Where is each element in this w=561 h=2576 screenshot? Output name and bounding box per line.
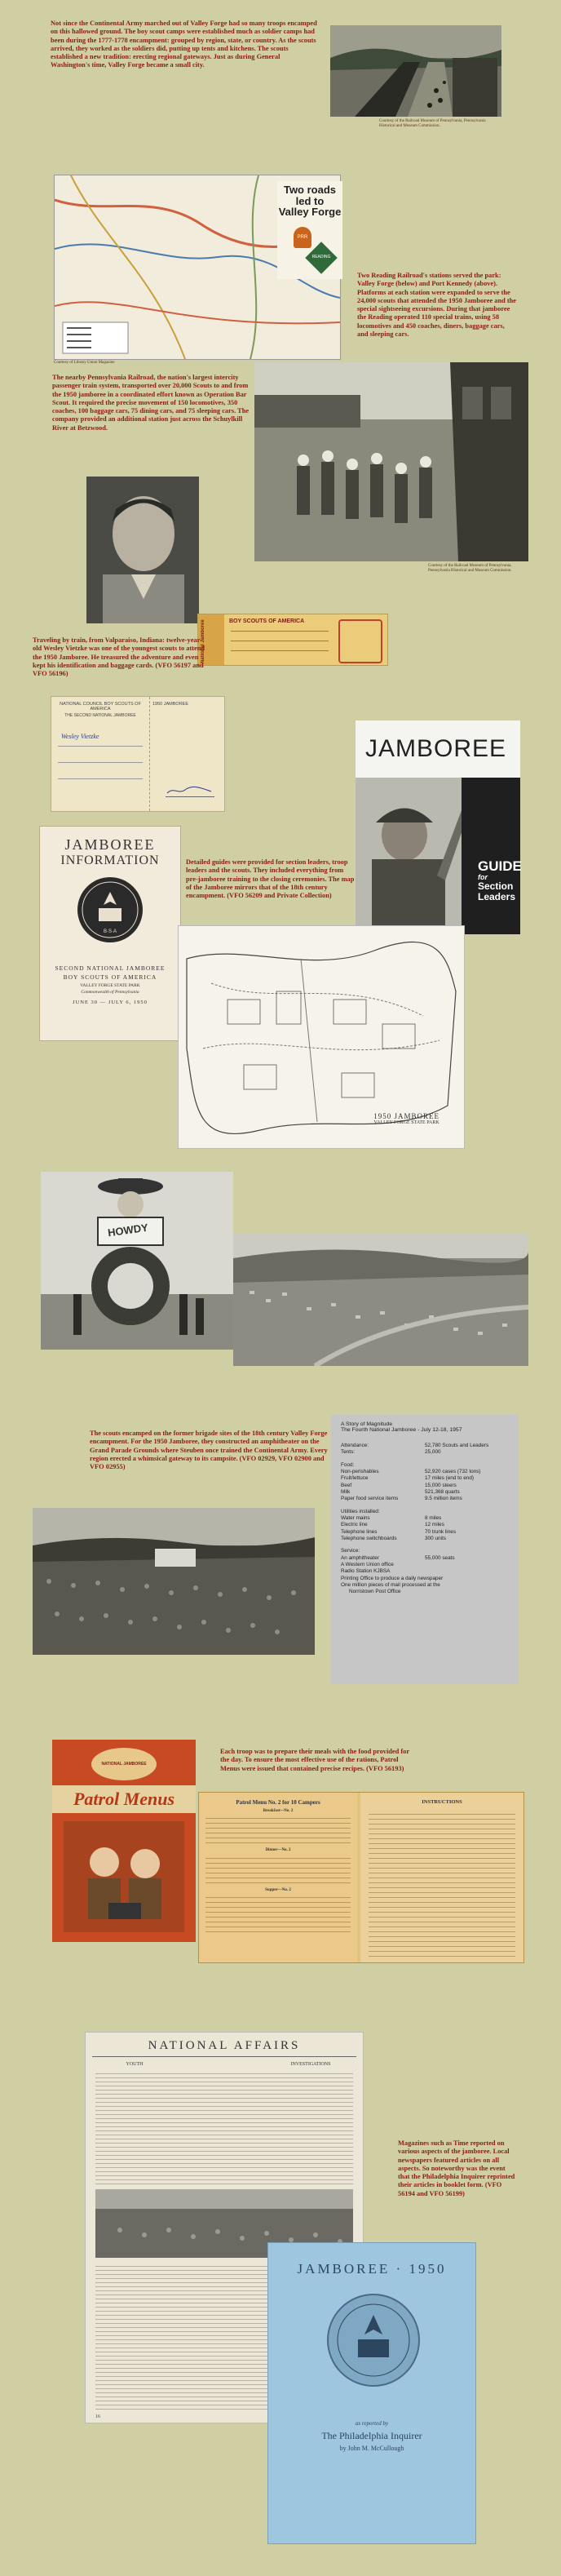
stats-value: 17 miles (end to end)	[425, 1475, 475, 1482]
train-station-photo	[330, 25, 501, 117]
info-title1: JAMBOREE	[64, 836, 156, 853]
menu-day: Supper—No. 2	[265, 1887, 291, 1892]
stats-title: A Story of Magnitude	[341, 1421, 393, 1427]
info-bottom2: BOY SCOUTS OF AMERICA	[63, 973, 157, 982]
howdy-sign: HOWDY	[107, 1221, 149, 1239]
guide-photo	[356, 778, 478, 934]
patrol-title: Patrol Menus	[73, 1789, 175, 1809]
id-card-name: Wesley Vietzke	[61, 733, 99, 740]
stats-value: 55,000 seats	[425, 1554, 455, 1561]
prr-keystone-logo: PRR	[294, 227, 311, 248]
stats-section-label: Utilities installed:	[341, 1508, 380, 1514]
menu-header: Patrol Menu No. 2 for 10 Campers	[236, 1799, 320, 1806]
stats-row	[341, 1555, 491, 1562]
stats-value: 8 miles	[425, 1514, 442, 1521]
stats-value: 15,000 steers	[425, 1482, 457, 1488]
patrol-cover-illustration	[64, 1821, 184, 1932]
guide-sub4: Leaders	[478, 890, 516, 902]
stats-section-label: Service:	[341, 1548, 360, 1554]
stats-row	[341, 1443, 491, 1449]
stats-key: Beef	[341, 1482, 352, 1488]
badge-line2: led to	[295, 194, 325, 207]
amphitheater-crowd-image	[33, 1508, 315, 1655]
wesley-portrait-image	[86, 477, 199, 623]
inquirer-line1: as reported by	[355, 2420, 389, 2427]
courtesy-rr-caption-1: Courtesy of the Railroad Museum of Pennsylvania, Pennsylvania Historical and Museum Commission.	[379, 119, 486, 128]
inquirer-booklet	[267, 2242, 476, 2544]
stats-row	[341, 1449, 491, 1456]
guides-text: Detailed guides were provided for section leaders, troop leaders and the scouts. They included everything from pre-jamboree training to the closing ceremonies. The map of the Jamboree mirrors that of the 18th century encampment. (VFO 56209 and Private Collection)	[186, 858, 355, 899]
stats-service-line: One million pieces of mail processed at the	[341, 1581, 440, 1588]
jamboree-seal	[77, 877, 143, 942]
stats-key: Tents:	[341, 1449, 356, 1456]
magazines-text: Magazines such as Time reported on various aspects of the jamboree. Local newspapers featured articles on all aspects. So noteworthy was the event that the Philadelphia Inquirer reprinted their articles in booklet form. (VFO 56194 and VFO 56199)	[398, 2139, 515, 2197]
stats-row	[341, 1483, 491, 1489]
amphitheater-crowd-photo	[33, 1508, 315, 1655]
stats-section-label: Food:	[341, 1461, 355, 1468]
info-bottom4: Commonwealth of Pennsylvania	[81, 989, 139, 995]
time-col1-heading: YOUTH	[126, 2062, 144, 2067]
badge-line3: Valley Forge	[278, 206, 342, 219]
inquirer-line2: The Philadelphia Inquirer	[321, 2430, 422, 2442]
menu-right-header: INSTRUCTIONS	[422, 1799, 462, 1805]
map-sub: VALLEY FORGE STATE PARK	[373, 1120, 440, 1125]
id-card-right-title: 1950 JAMBOREE	[152, 702, 189, 707]
stats-key: Attendance:	[341, 1443, 369, 1448]
time-text-block-top	[95, 2070, 353, 2184]
stats-value: 300 units	[425, 1535, 446, 1541]
patrol-menu-pages	[198, 1792, 524, 1963]
menu-day: Breakfast—No. 2	[263, 1809, 294, 1813]
id-card	[51, 696, 225, 812]
map-title: 1950 JAMBOREE	[373, 1112, 440, 1120]
intro-text: Not since the Continental Army marched out of Valley Forge had so many troops encamped on this hallowed ground. The boy scout camps were established much as soldier camps had been during the 1777-1778 encampment: grouped by region, state, or country. As the scouts arrived, they worked as the soldiers did, putting up tents and kitchens. The scouts established a new tradition: erecting regional gateways. Just as during General Washington's time, Valley Forge became a small city.	[51, 20, 317, 69]
stats-row	[341, 1522, 491, 1528]
stats-subtitle: The Fourth National Jamboree - July 12-18, 1957	[341, 1427, 462, 1433]
howdy-gateway-photo	[41, 1172, 233, 1350]
info-bottom1: SECOND NATIONAL JAMBOREE	[55, 964, 166, 972]
amphitheater-text: The scouts encamped on the former brigade sites of the 18th century Valley Forge encampment. For the 1950 Jamboree, they constructed an amphitheater on the Grand Parade Grounds where Steuben once trained the Continental Army. Every region erected a whimsical gateway to its campsite. (VFO 02929, VFO 02900 and VFO 02955)	[90, 1430, 328, 1470]
courtesy-rr-caption-2: Courtesy of the Railroad Museum of Pennsylvania, Pennsylvania Historical and Museum Commission.	[428, 564, 512, 573]
stats-value: 521,368 quarts	[425, 1488, 460, 1495]
magnitude-stats-box	[331, 1415, 519, 1684]
stats-value: 70 trunk lines	[425, 1528, 457, 1535]
id-card-title: NATIONAL COUNCIL BOY SCOUTS OF AMERICA	[60, 702, 141, 712]
patrol-menus-cover	[52, 1740, 196, 1942]
scouts-boarding-photo	[254, 362, 528, 561]
inquirer-title: JAMBOREE · 1950	[297, 2261, 447, 2277]
stats-key: Electric line	[341, 1522, 368, 1528]
two-roads-badge	[277, 181, 342, 279]
stats-row	[341, 1515, 491, 1522]
stats-row	[341, 1529, 491, 1536]
wesley-portrait-photo	[86, 477, 199, 623]
baggage-stamp	[338, 619, 382, 663]
courtesy-dvi-caption: Courtesy of Library Union Magazine	[54, 361, 115, 365]
aerial-camp-photo	[233, 1234, 528, 1366]
howdy-gateway-image	[41, 1172, 233, 1350]
scouts-boarding-image	[254, 362, 528, 561]
stats-row	[341, 1469, 491, 1475]
stats-value: 52,920 cases (732 tons)	[425, 1468, 481, 1474]
guide-title: JAMBOREE	[365, 735, 507, 762]
stats-row	[341, 1496, 491, 1502]
stats-table-attendance	[341, 1443, 491, 1596]
info-dates: JUNE 30 — JULY 6, 1950	[73, 1000, 148, 1005]
inquirer-line3: by John M. McCullough	[339, 2445, 404, 2453]
time-header: NATIONAL AFFAIRS	[92, 2039, 356, 2057]
stats-key: Non-perishables	[341, 1468, 379, 1474]
stats-key: Telephone lines	[341, 1528, 378, 1535]
stats-key: Telephone switchboards	[341, 1535, 397, 1541]
stats-service-line: Norristown Post Office	[349, 1589, 401, 1595]
stats-key: Paper food service items	[341, 1496, 399, 1502]
id-card-signature	[166, 785, 214, 797]
seal-text: B·S·A	[103, 929, 117, 934]
guide-sub1: GUIDE	[478, 858, 522, 874]
baggage-card-title: BOY SCOUTS OF AMERICA	[229, 619, 305, 624]
train-station-image	[330, 25, 501, 117]
guide-sub3: Section	[478, 880, 514, 893]
stats-row	[341, 1536, 491, 1542]
stats-row	[341, 1489, 491, 1496]
info-bottom3: VALLEY FORGE STATE PARK	[80, 982, 140, 988]
menus-text: Each troop was to prepare their meals with the food provided for the day. To ensure the most effective use of the rations, Patrol Menus were issued that contained precise recipes. (VFO 56193)	[220, 1748, 409, 1772]
baggage-card-side-label: National Jamboree	[201, 619, 205, 663]
badge-line1: Two roads	[283, 184, 337, 196]
baggage-cards	[197, 614, 388, 666]
jamboree-campsite-map	[178, 925, 465, 1149]
guide-dark-panel	[462, 778, 520, 934]
patrol-badge: NATIONAL JAMBOREE	[91, 1748, 157, 1780]
stats-key: Water mains	[341, 1514, 370, 1521]
time-col2-heading: INVESTIGATIONS	[290, 2062, 331, 2067]
id-card-sub: THE SECOND NATIONAL JAMBOREE	[64, 713, 136, 718]
wesley-text: Traveling by train, from Valparaiso, Indiana: twelve-year-old Wesley Vietzke was one of the youngest scouts to attend the 1950 Jamboree. He treasured the adventure and even kept his identification and baggage cards. (VFO 56197 and VFO 56196)	[33, 636, 205, 677]
inquirer-seal	[327, 2294, 420, 2387]
jamboree-guide-cover	[356, 720, 520, 934]
time-page-number: 16	[95, 2414, 100, 2419]
pennsylvania-railroad-text: The nearby Pennsylvania Railroad, the nation's largest intercity passenger train system, transported over 20,000 Scouts to and from the 1950 jamboree in a coordinated effort known as Operation Bar Scout. It required the precise movement of 150 locomotives, 350 coaches, 100 baggage cars, 75 dining cars, and 75 sleeping cars. The company provided an additional station just across the Schuylkill River at Betzwood.	[52, 374, 250, 432]
reading-railroad-text: Two Reading Railroad's stations served the park: Valley Forge (below) and Port Kennedy (above). Platforms at each station were expanded to serve the 24,000 scouts that attended the 1950 Jamboree and the special sightseeing excursions. During that jamboree the Reading operated 110 special trains, using 58 locomotives and 450 coaches, diners, baggage cars, and sleeping cars.	[357, 272, 517, 338]
menu-day: Dinner—No. 2	[265, 1848, 291, 1853]
stats-service-line: Radio Station KJBSA	[341, 1568, 391, 1575]
reading-logo-text: READING	[311, 255, 331, 259]
stats-value: 12 miles	[425, 1522, 444, 1528]
stats-service-line: Printing Office to produce a daily newspaper	[341, 1575, 444, 1581]
jamboree-information-booklet	[39, 826, 181, 1041]
info-title2: INFORMATION	[60, 853, 160, 867]
stats-value: 25,000	[425, 1449, 441, 1456]
guide-sub2: for	[478, 872, 488, 881]
stats-value: 9.5 million items	[425, 1496, 462, 1502]
stats-key: An amphitheater	[341, 1554, 379, 1561]
stats-service-line: A Western Union office	[341, 1561, 394, 1567]
stats-key: Milk	[341, 1488, 351, 1495]
stats-value: 52,780 Scouts and Leaders	[425, 1443, 489, 1448]
stats-row	[341, 1475, 491, 1482]
stats-key: Fruit/lettuce	[341, 1475, 369, 1482]
aerial-camp-image	[233, 1234, 528, 1366]
